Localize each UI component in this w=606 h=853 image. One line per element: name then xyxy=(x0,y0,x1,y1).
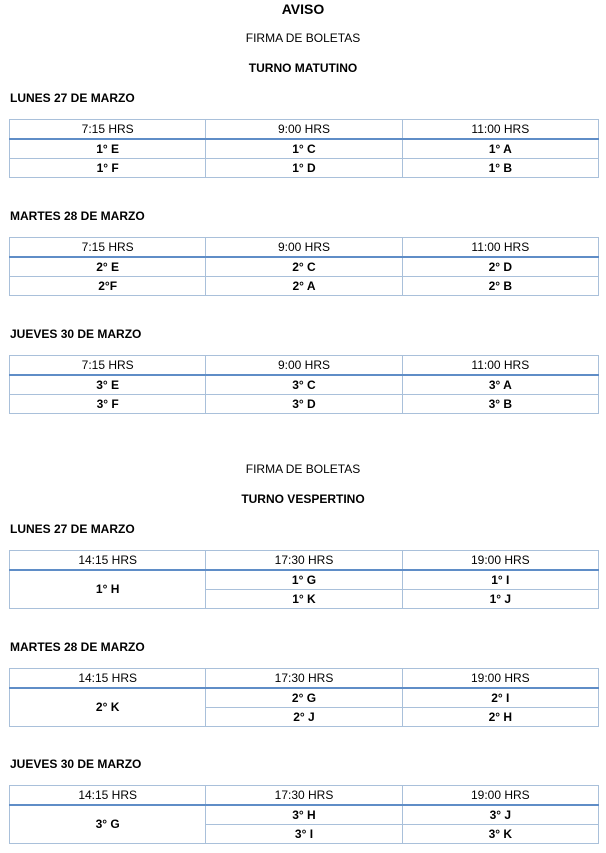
schedule-table-vesp-jueves xyxy=(9,785,599,844)
group-cell: 2° B xyxy=(402,277,598,296)
day-label-mat-jueves: JUEVES 30 DE MARZO xyxy=(10,327,142,341)
turno-vespertino-label: TURNO VESPERTINO xyxy=(241,492,365,506)
time-cell: 14:15 HRS xyxy=(10,551,206,571)
schedule-table-vesp-martes xyxy=(9,668,599,727)
group-cell: 3° C xyxy=(206,375,402,395)
time-cell: 7:15 HRS xyxy=(10,120,206,140)
group-cell: 1° B xyxy=(402,159,598,178)
group-cell: 1° C xyxy=(206,139,402,159)
schedule-table-mat-lunes xyxy=(9,119,599,178)
group-cell: 3° B xyxy=(402,395,598,414)
time-cell: 7:15 HRS xyxy=(10,238,206,258)
time-cell: 19:00 HRS xyxy=(402,551,598,571)
time-cell: 9:00 HRS xyxy=(206,238,402,258)
time-cell: 14:15 HRS xyxy=(10,786,206,806)
time-cell: 17:30 HRS xyxy=(206,551,402,571)
group-cell-merged: 3° G xyxy=(10,805,206,844)
group-cell-merged: 1° H xyxy=(10,570,206,609)
time-cell: 9:00 HRS xyxy=(206,120,402,140)
group-cell: 2° E xyxy=(10,257,206,277)
group-cell-merged: 2° K xyxy=(10,688,206,727)
time-cell: 9:00 HRS xyxy=(206,356,402,376)
time-cell: 14:15 HRS xyxy=(10,669,206,689)
time-cell: 11:00 HRS xyxy=(402,238,598,258)
group-cell: 1° K xyxy=(206,590,402,609)
schedule-table-mat-jueves xyxy=(9,355,599,414)
day-label-mat-lunes: LUNES 27 DE MARZO xyxy=(10,91,135,105)
group-cell: 3° K xyxy=(402,825,598,844)
day-label-vesp-jueves: JUEVES 30 DE MARZO xyxy=(10,757,142,771)
page-title: AVISO xyxy=(281,1,325,17)
group-cell: 1° E xyxy=(10,139,206,159)
turno-matutino-label: TURNO MATUTINO xyxy=(248,61,358,75)
group-cell: 2° C xyxy=(206,257,402,277)
time-cell: 17:30 HRS xyxy=(206,786,402,806)
group-cell: 2° J xyxy=(206,708,402,727)
schedule-table-vesp-lunes xyxy=(9,550,599,609)
time-cell: 17:30 HRS xyxy=(206,669,402,689)
schedule-table-mat-martes xyxy=(9,237,599,296)
group-cell: 1° D xyxy=(206,159,402,178)
time-cell: 11:00 HRS xyxy=(402,356,598,376)
group-cell: 3° I xyxy=(206,825,402,844)
group-cell: 3° J xyxy=(402,805,598,825)
time-cell: 7:15 HRS xyxy=(10,356,206,376)
section-heading-matutino: FIRMA DE BOLETAS xyxy=(245,31,361,45)
time-cell: 19:00 HRS xyxy=(402,786,598,806)
group-cell: 3° H xyxy=(206,805,402,825)
group-cell: 3° F xyxy=(10,395,206,414)
day-label-mat-martes: MARTES 28 DE MARZO xyxy=(10,209,145,223)
group-cell: 2° A xyxy=(206,277,402,296)
group-cell: 2° D xyxy=(402,257,598,277)
group-cell: 3° A xyxy=(402,375,598,395)
group-cell: 3° D xyxy=(206,395,402,414)
group-cell: 1° I xyxy=(402,570,598,590)
group-cell: 1° F xyxy=(10,159,206,178)
group-cell: 2° G xyxy=(206,688,402,708)
time-cell: 19:00 HRS xyxy=(402,669,598,689)
group-cell: 2° I xyxy=(402,688,598,708)
group-cell: 1° A xyxy=(402,139,598,159)
day-label-vesp-lunes: LUNES 27 DE MARZO xyxy=(10,522,135,536)
group-cell: 2°F xyxy=(10,277,206,296)
group-cell: 1° J xyxy=(402,590,598,609)
group-cell: 1° G xyxy=(206,570,402,590)
group-cell: 3° E xyxy=(10,375,206,395)
section-heading-vespertino: FIRMA DE BOLETAS xyxy=(245,462,361,476)
day-label-vesp-martes: MARTES 28 DE MARZO xyxy=(10,640,145,654)
time-cell: 11:00 HRS xyxy=(402,120,598,140)
group-cell: 2° H xyxy=(402,708,598,727)
